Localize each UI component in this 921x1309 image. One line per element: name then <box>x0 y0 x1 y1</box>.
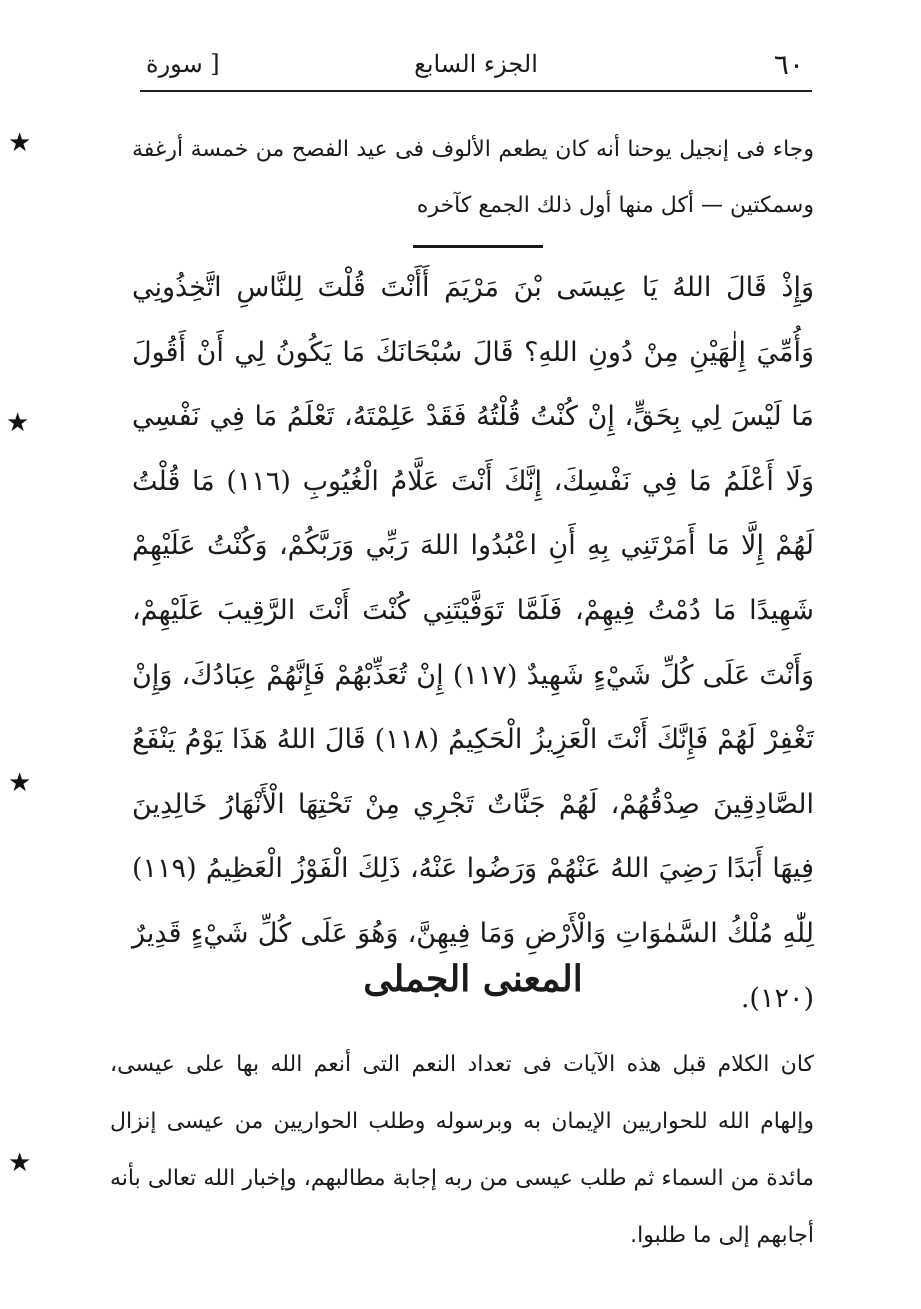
summary-paragraph: كان الكلام قبل هذه الآيات فى تعداد النعم التى أنعم الله بها على عيسى، وإلهام الله للحواريين الإيمان به وبرسوله وطلب الحواريين من عيسى إنزال مائدة من السماء ثم طلب عيسى من ربه إجابة مطالبهم، وإخبار الله تعالى بأنه أجابهم إلى ما طلبوا. <box>110 1052 814 1248</box>
header-rule <box>140 90 812 92</box>
margin-star-icon: ★ <box>8 768 32 798</box>
margin-star-icon: ★ <box>8 1148 32 1178</box>
part-title: الجزء السابع <box>414 50 538 78</box>
footnote-paragraph: وجاء فى إنجيل يوحنا أنه كان يطعم الألوف فى عيد الفصح من خمسة أرغفة وسمكتين — أكل منها أول ذلك الجمع كآخره <box>132 137 814 218</box>
sura-label: [ سورة <box>146 50 220 78</box>
page-header <box>140 48 812 88</box>
page-number: ٦٠ <box>773 48 804 81</box>
section-title: المعنى الجملى <box>363 958 583 1000</box>
margin-star-icon: ★ <box>6 408 30 438</box>
quran-verses: وَإِذْ قَالَ اللهُ يَا عِيسَى بْنَ مَرْيَمَ أَأَنْتَ قُلْتَ لِلنَّاسِ اتَّخِذُونِي وَأُمِّيَ إِلٰهَيْنِ مِنْ دُونِ اللهِ؟ قَالَ سُبْحَانَكَ مَا يَكُونُ لِي أَنْ أَقُولَ مَا لَيْسَ لِي بِحَقٍّ، إِنْ كُنْتُ قُلْتُهُ فَقَدْ عَلِمْتَهُ، تَعْلَمُ مَا فِي نَفْسِي وَلَا أَعْلَمُ مَا فِي نَفْسِكَ، إِنَّكَ أَنْتَ عَلَّامُ الْغُيُوبِ (١١٦) مَا قُلْتُ لَهُمْ إِلَّا مَا أَمَرْتَنِي بِهِ أَنِ اعْبُدُوا اللهَ رَبِّي وَرَبَّكُمْ، وَكُنْتُ عَلَيْهِمْ شَهِيدًا مَا دُمْتُ فِيهِمْ، فَلَمَّا تَوَفَّيْتَنِي كُنْتَ أَنْتَ الرَّقِيبَ عَلَيْهِمْ، وَأَنْتَ عَلَى كُلِّ شَيْءٍ شَهِيدٌ (١١٧) إِنْ تُعَذِّبْهُمْ فَإِنَّهُمْ عِبَادُكَ، وَإِنْ تَغْفِرْ لَهُمْ فَإِنَّكَ أَنْتَ الْعَزِيزُ الْحَكِيمُ (١١٨) قَالَ اللهُ هَذَا يَوْمُ يَنْفَعُ الصَّادِقِينَ صِدْقُهُمْ، لَهُمْ جَنَّاتٌ تَجْرِي مِنْ تَحْتِهَا الْأَنْهَارُ خَالِدِينَ فِيهَا أَبَدًا رَضِيَ اللهُ عَنْهُمْ وَرَضُوا عَنْهُ، ذَلِكَ الْفَوْزُ الْعَظِيمُ (١١٩) لِلّٰهِ مُلْكُ السَّمٰوَاتِ وَالْأَرْضِ وَمَا فِيهِنَّ، وَهُوَ عَلَى كُلِّ شَيْءٍ قَدِيرٌ (١٢٠). <box>132 272 814 1014</box>
separator-rule <box>413 245 543 248</box>
margin-star-icon: ★ <box>8 128 32 158</box>
